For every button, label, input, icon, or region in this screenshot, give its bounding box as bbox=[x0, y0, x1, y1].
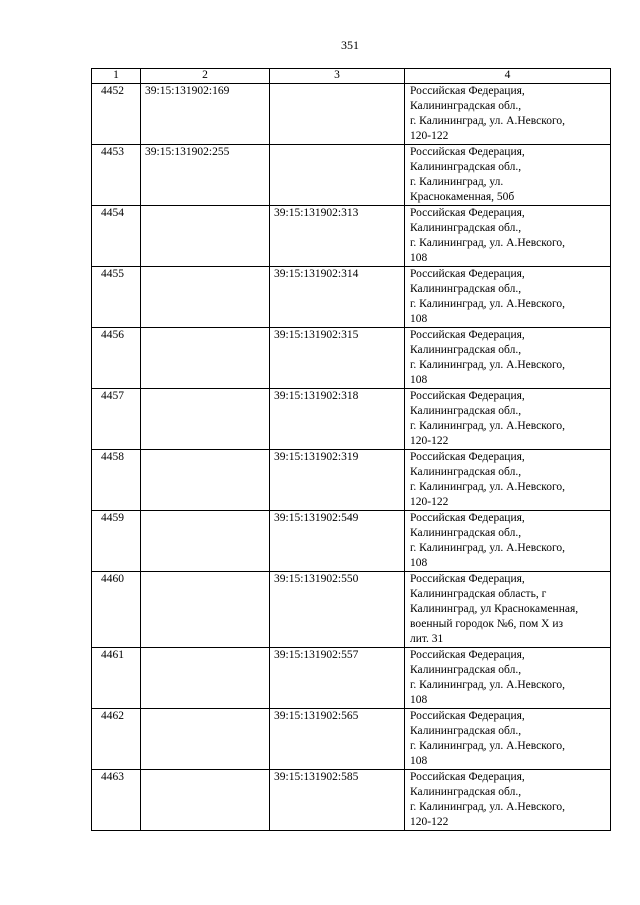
address-line: Российская Федерация, bbox=[410, 451, 525, 463]
address-line: Российская Федерация, bbox=[410, 207, 525, 219]
table-row bbox=[92, 389, 611, 450]
table-row bbox=[92, 648, 611, 709]
cadastral-number-cell bbox=[141, 328, 270, 389]
row-number-cell: 4452 bbox=[92, 84, 141, 145]
table-body bbox=[92, 84, 611, 831]
address-line: Российская Федерация, bbox=[410, 329, 525, 341]
address-line: Калининградская обл., bbox=[410, 100, 522, 112]
address-line: 108 bbox=[410, 557, 428, 569]
address-cell bbox=[405, 328, 611, 389]
address-line: г. Калининград, ул. А.Невского, bbox=[410, 115, 566, 127]
address-line: Калининградская обл., bbox=[410, 405, 522, 417]
address-line: 108 bbox=[410, 694, 428, 706]
address-line: Российская Федерация, bbox=[410, 268, 525, 280]
table-row bbox=[92, 206, 611, 267]
table-row bbox=[92, 770, 611, 831]
column-header-1: 1 bbox=[92, 69, 141, 84]
column-header-3: 3 bbox=[270, 69, 405, 84]
column-header-2: 2 bbox=[141, 69, 270, 84]
address-line: 120-122 bbox=[410, 816, 449, 828]
registry-table bbox=[91, 68, 611, 831]
address-line: 108 bbox=[410, 252, 428, 264]
address-line: Калининградская обл., bbox=[410, 466, 522, 478]
address-line: Калининградская область, г bbox=[410, 588, 547, 600]
address-line: 120-122 bbox=[410, 496, 449, 508]
address-line: Краснокаменная, 50б bbox=[410, 191, 515, 203]
address-line: 108 bbox=[410, 374, 428, 386]
address-line: Калининград, ул Краснокаменная, bbox=[410, 603, 579, 615]
address-cell bbox=[405, 389, 611, 450]
header-row bbox=[92, 69, 611, 84]
row-number-cell: 4463 bbox=[92, 770, 141, 831]
cadastral-number-cell: 39:15:131902:557 bbox=[270, 648, 405, 709]
row-number-cell: 4457 bbox=[92, 389, 141, 450]
address-cell bbox=[405, 770, 611, 831]
table-row bbox=[92, 450, 611, 511]
address-line: г. Калининград, ул. А.Невского, bbox=[410, 237, 566, 249]
cadastral-number-cell: 39:15:131902:318 bbox=[270, 389, 405, 450]
cadastral-number-cell bbox=[141, 709, 270, 770]
cadastral-number-cell bbox=[141, 770, 270, 831]
cadastral-number-cell: 39:15:131902:550 bbox=[270, 572, 405, 648]
address-line: военный городок №6, пом X из bbox=[410, 618, 564, 630]
cadastral-number-cell bbox=[141, 511, 270, 572]
cadastral-number-cell: 39:15:131902:549 bbox=[270, 511, 405, 572]
table-row bbox=[92, 267, 611, 328]
address-line: 120-122 bbox=[410, 130, 449, 142]
address-line: г. Калининград, ул. А.Невского, bbox=[410, 740, 566, 752]
cadastral-number-cell: 39:15:131902:585 bbox=[270, 770, 405, 831]
table-row bbox=[92, 145, 611, 206]
column-header-4: 4 bbox=[405, 69, 611, 84]
address-line: лит. 31 bbox=[410, 633, 444, 645]
address-line: г. Калининград, ул. А.Невского, bbox=[410, 801, 566, 813]
table-row bbox=[92, 511, 611, 572]
cadastral-number-cell bbox=[270, 84, 405, 145]
address-line: Калининградская обл., bbox=[410, 344, 522, 356]
cadastral-number-cell bbox=[141, 648, 270, 709]
cadastral-number-cell: 39:15:131902:315 bbox=[270, 328, 405, 389]
address-line: г. Калининград, ул. А.Невского, bbox=[410, 679, 566, 691]
address-line: г. Калининград, ул. bbox=[410, 176, 504, 188]
cadastral-number-cell: 39:15:131902:319 bbox=[270, 450, 405, 511]
table-row bbox=[92, 84, 611, 145]
address-cell bbox=[405, 572, 611, 648]
row-number-cell: 4459 bbox=[92, 511, 141, 572]
address-line: Российская Федерация, bbox=[410, 85, 525, 97]
address-line: г. Калининград, ул. А.Невского, bbox=[410, 298, 566, 310]
address-cell bbox=[405, 511, 611, 572]
cadastral-number-cell bbox=[141, 267, 270, 328]
address-cell bbox=[405, 84, 611, 145]
address-line: Калининградская обл., bbox=[410, 161, 522, 173]
cadastral-number-cell bbox=[141, 206, 270, 267]
row-number-cell: 4458 bbox=[92, 450, 141, 511]
address-line: г. Калининград, ул. А.Невского, bbox=[410, 359, 566, 371]
address-cell bbox=[405, 709, 611, 770]
address-line: Калининградская обл., bbox=[410, 283, 522, 295]
table-row bbox=[92, 328, 611, 389]
cadastral-number-cell bbox=[141, 450, 270, 511]
address-line: 108 bbox=[410, 755, 428, 767]
address-line: Российская Федерация, bbox=[410, 771, 525, 783]
address-line: Российская Федерация, bbox=[410, 710, 525, 722]
address-cell bbox=[405, 145, 611, 206]
page-number: 351 bbox=[341, 38, 359, 52]
address-cell bbox=[405, 450, 611, 511]
cadastral-number-cell: 39:15:131902:565 bbox=[270, 709, 405, 770]
table-row bbox=[92, 572, 611, 648]
cadastral-number-cell: 39:15:131902:314 bbox=[270, 267, 405, 328]
cadastral-number-cell: 39:15:131902:313 bbox=[270, 206, 405, 267]
address-line: Калининградская обл., bbox=[410, 725, 522, 737]
address-line: Российская Федерация, bbox=[410, 573, 525, 585]
row-number-cell: 4461 bbox=[92, 648, 141, 709]
address-line: Российская Федерация, bbox=[410, 146, 525, 158]
address-line: 120-122 bbox=[410, 435, 449, 447]
address-line: г. Калининград, ул. А.Невского, bbox=[410, 420, 566, 432]
address-line: Калининградская обл., bbox=[410, 527, 522, 539]
address-cell bbox=[405, 206, 611, 267]
table-row bbox=[92, 709, 611, 770]
row-number-cell: 4462 bbox=[92, 709, 141, 770]
address-line: г. Калининград, ул. А.Невского, bbox=[410, 542, 566, 554]
address-cell bbox=[405, 267, 611, 328]
row-number-cell: 4455 bbox=[92, 267, 141, 328]
cadastral-number-cell bbox=[141, 572, 270, 648]
address-line: Калининградская обл., bbox=[410, 664, 522, 676]
cadastral-number-cell bbox=[270, 145, 405, 206]
address-line: г. Калининград, ул. А.Невского, bbox=[410, 481, 566, 493]
address-line: Российская Федерация, bbox=[410, 649, 525, 661]
address-line: 108 bbox=[410, 313, 428, 325]
address-line: Калининградская обл., bbox=[410, 222, 522, 234]
cadastral-number-cell: 39:15:131902:169 bbox=[141, 84, 270, 145]
row-number-cell: 4456 bbox=[92, 328, 141, 389]
cadastral-number-cell bbox=[141, 389, 270, 450]
address-line: Калининградская обл., bbox=[410, 786, 522, 798]
address-line: Российская Федерация, bbox=[410, 512, 525, 524]
row-number-cell: 4454 bbox=[92, 206, 141, 267]
address-cell bbox=[405, 648, 611, 709]
address-line: Российская Федерация, bbox=[410, 390, 525, 402]
row-number-cell: 4460 bbox=[92, 572, 141, 648]
cadastral-number-cell: 39:15:131902:255 bbox=[141, 145, 270, 206]
row-number-cell: 4453 bbox=[92, 145, 141, 206]
